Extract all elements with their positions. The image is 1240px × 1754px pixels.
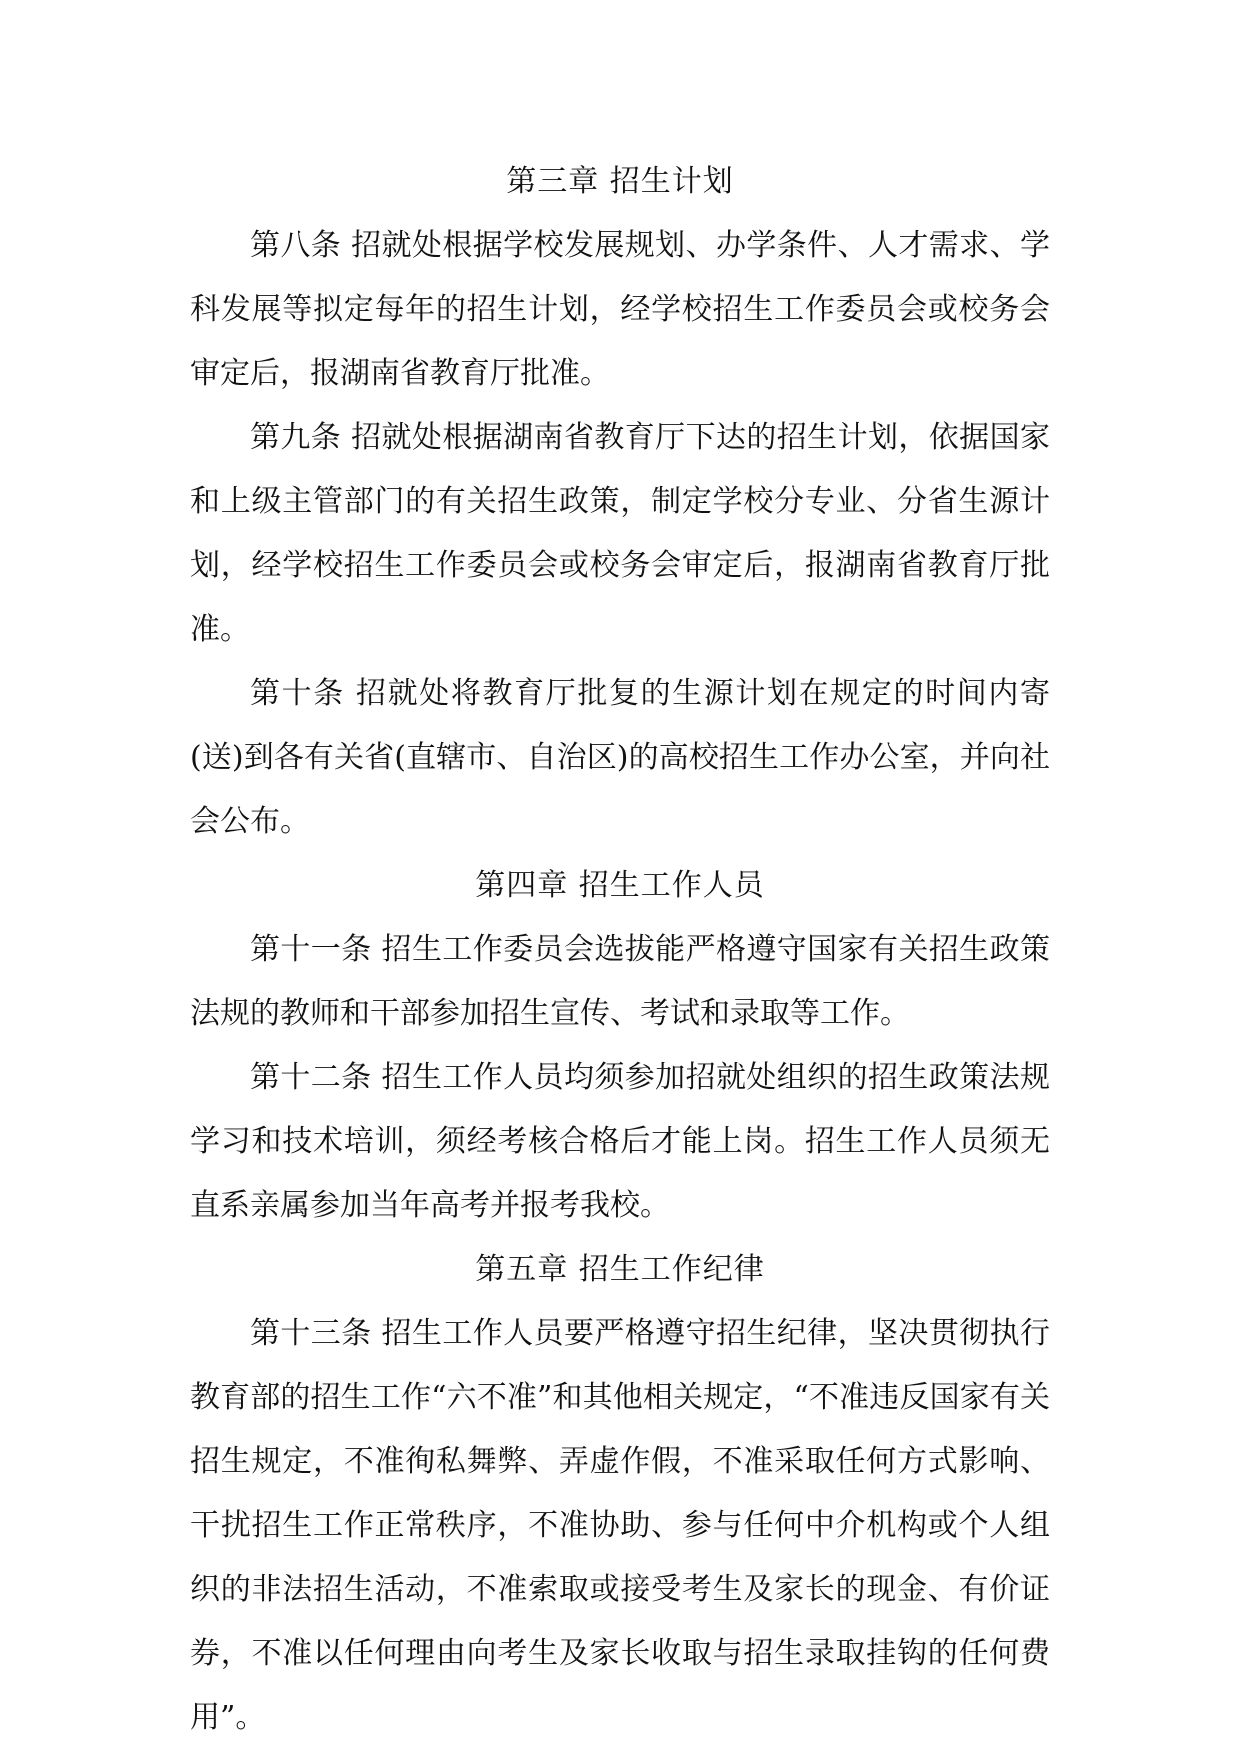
document-page [190,150,1050,1750]
article-paragraph: 第十一条 招生工作委员会选拔能严格遵守国家有关招生政策法规的教师和干部参加招生宣传、考试和录取等工作。 [190,932,1050,1031]
chapter-heading: 第三章 招生计划 [506,164,734,199]
article-paragraph: 第十二条 招生工作人员均须参加招就处组织的招生政策法规学习和技术培训，须经考核合格后才能上岗。招生工作人员须无直系亲属参加当年高考并报考我校。 [190,1060,1050,1223]
chapter-heading: 第五章 招生工作纪律 [475,1252,765,1287]
chapter-heading: 第四章 招生工作人员 [475,868,765,903]
article-paragraph: 第八条 招就处根据学校发展规划、办学条件、人才需求、学科发展等拟定每年的招生计划，经学校招生工作委员会或校务会审定后，报湖南省教育厅批准。 [190,228,1050,391]
article-paragraph: 第十三条 招生工作人员要严格遵守招生纪律，坚决贯彻执行教育部的招生工作“六不准”和其他相关规定，“不准违反国家有关招生规定，不准徇私舞弊、弄虚作假，不准采取任何方式影响、干扰招生工作正常秩序，不准协助、参与任何中介机构或个人组织的非法招生活动，不准索取或接受考生及家长的现金、有价证券，不准以任何理由向考生及家长收取与招生录取挂钩的任何费用”。 [190,1316,1050,1735]
article-paragraph: 第九条 招就处根据湖南省教育厅下达的招生计划，依据国家和上级主管部门的有关招生政策，制定学校分专业、分省生源计划，经学校招生工作委员会或校务会审定后，报湖南省教育厅批准。 [190,420,1050,647]
article-paragraph: 第十条 招就处将教育厅批复的生源计划在规定的时间内寄(送)到各有关省(直辖市、自治区)的高校招生工作办公室，并向社会公布。 [190,676,1050,839]
